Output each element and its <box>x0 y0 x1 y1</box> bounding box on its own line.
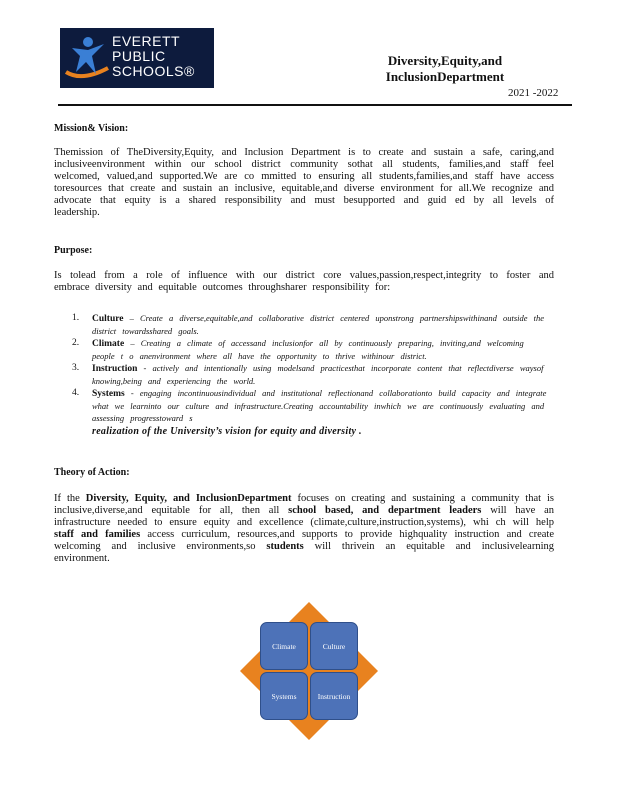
list-number: 4. <box>72 388 80 398</box>
list-item <box>72 313 552 338</box>
list-item <box>72 363 552 388</box>
framework-diagram <box>236 598 382 744</box>
school-year: 2021 -2022 <box>508 87 559 99</box>
purpose-heading: Purpose: <box>54 245 93 256</box>
mission-heading: Mission& Vision: <box>54 123 129 134</box>
theory-text-5: will thrivein an equitable and inclusivelearning environment. <box>54 541 555 564</box>
theory-bold-4: students <box>266 541 304 552</box>
list-desc: - actively and intentionally using modelsand practicesthat incorporate content that reflectdiverse waysof knowing,being and experiencing the world. <box>92 363 544 386</box>
tile-instruction: Instruction <box>310 672 358 720</box>
list-term: Culture <box>92 314 124 324</box>
theory-text-3: will have an infrastructure needed to ensure equity and excellence (climate,culture,instruction,systems), whi ch will help <box>54 505 554 528</box>
list-item <box>72 388 552 437</box>
list-term: Systems <box>92 389 125 399</box>
theory-text-4: access curriculum, resources,and supports to provide highquality instruction and create welcoming and inclusive environments,so <box>54 529 554 552</box>
theory-bold-3: staff and families <box>54 529 141 540</box>
purpose-list <box>72 313 552 437</box>
mission-text: Themission of TheDiversity,Equity, and Inclusion Department is to create and sustain a safe, caring,and inclusiveenvironment within our school district community sothat all students, families,and staff feel welcomed, valued,and supported.We are co mmitted to ensuring all students,families,and staff have access toresources that create and sustain an inclusive, equitable,and diverse environment for all.We recognize and advocate that equity is a shared responsibility and must besupported and guid ed by all levels of leadership. <box>54 147 554 218</box>
list-number: 3. <box>72 363 80 373</box>
list-item <box>72 338 552 363</box>
purpose-text: Is tolead from a role of influence with our district core values,passion,respect,integrity to foster and embrace diversity and equitable outcomes throughsharer responsibility for: <box>54 270 554 293</box>
theory-heading: Theory of Action: <box>54 467 130 478</box>
theory-text <box>54 493 554 565</box>
theory-text-1: If the <box>54 493 86 504</box>
diamond-background <box>236 598 382 744</box>
list-number: 2. <box>72 338 80 348</box>
logo-line-2: PUBLIC <box>112 48 166 64</box>
list-desc: – Creating a climate of accessand inclusionfor all by continuously preparing, inviting,and welcoming people t o anenvironment where all have the opportunity to thrive withinour district. <box>92 338 524 361</box>
title-line-1: Diversity,Equity,and <box>387 53 503 68</box>
logo-line-1: EVERETT <box>112 33 181 49</box>
list-term: Instruction <box>92 364 138 374</box>
list-desc: - engaging incontinuousindividual and institutional reflectionand collaborationto build capacity and integrate what we learninto our culture and infrastructure.Creating accountability inwhich we are continuously evaluating and assessing progresstoward s <box>92 388 547 423</box>
theory-bold-2: school based, and department leaders <box>288 505 482 516</box>
list-term: Climate <box>92 339 125 349</box>
logo-line-3: SCHOOLS® <box>112 63 195 79</box>
district-logo <box>60 28 214 88</box>
header-divider <box>58 104 572 106</box>
document-title <box>370 53 520 85</box>
tile-climate: Climate <box>260 622 308 670</box>
star-figure-icon <box>62 32 114 86</box>
theory-bold-1: Diversity, Equity, and InclusionDepartment <box>85 493 292 504</box>
title-line-2: InclusionDepartment <box>385 69 505 84</box>
tile-systems: Systems <box>260 672 308 720</box>
list-desc: – Create a diverse,equitable,and collaborative district centered uponstrong partnershipswithinand outside the district towardsshared goals. <box>92 313 545 336</box>
list-number: 1. <box>72 313 80 323</box>
theory-text-2: focuses on creating and sustaining a community that is inclusive,diverse,and equitable for all, then all <box>54 493 555 516</box>
tile-culture: Culture <box>310 622 358 670</box>
list-continuation: realization of the University’s vision for equity and diversity . <box>92 425 362 437</box>
